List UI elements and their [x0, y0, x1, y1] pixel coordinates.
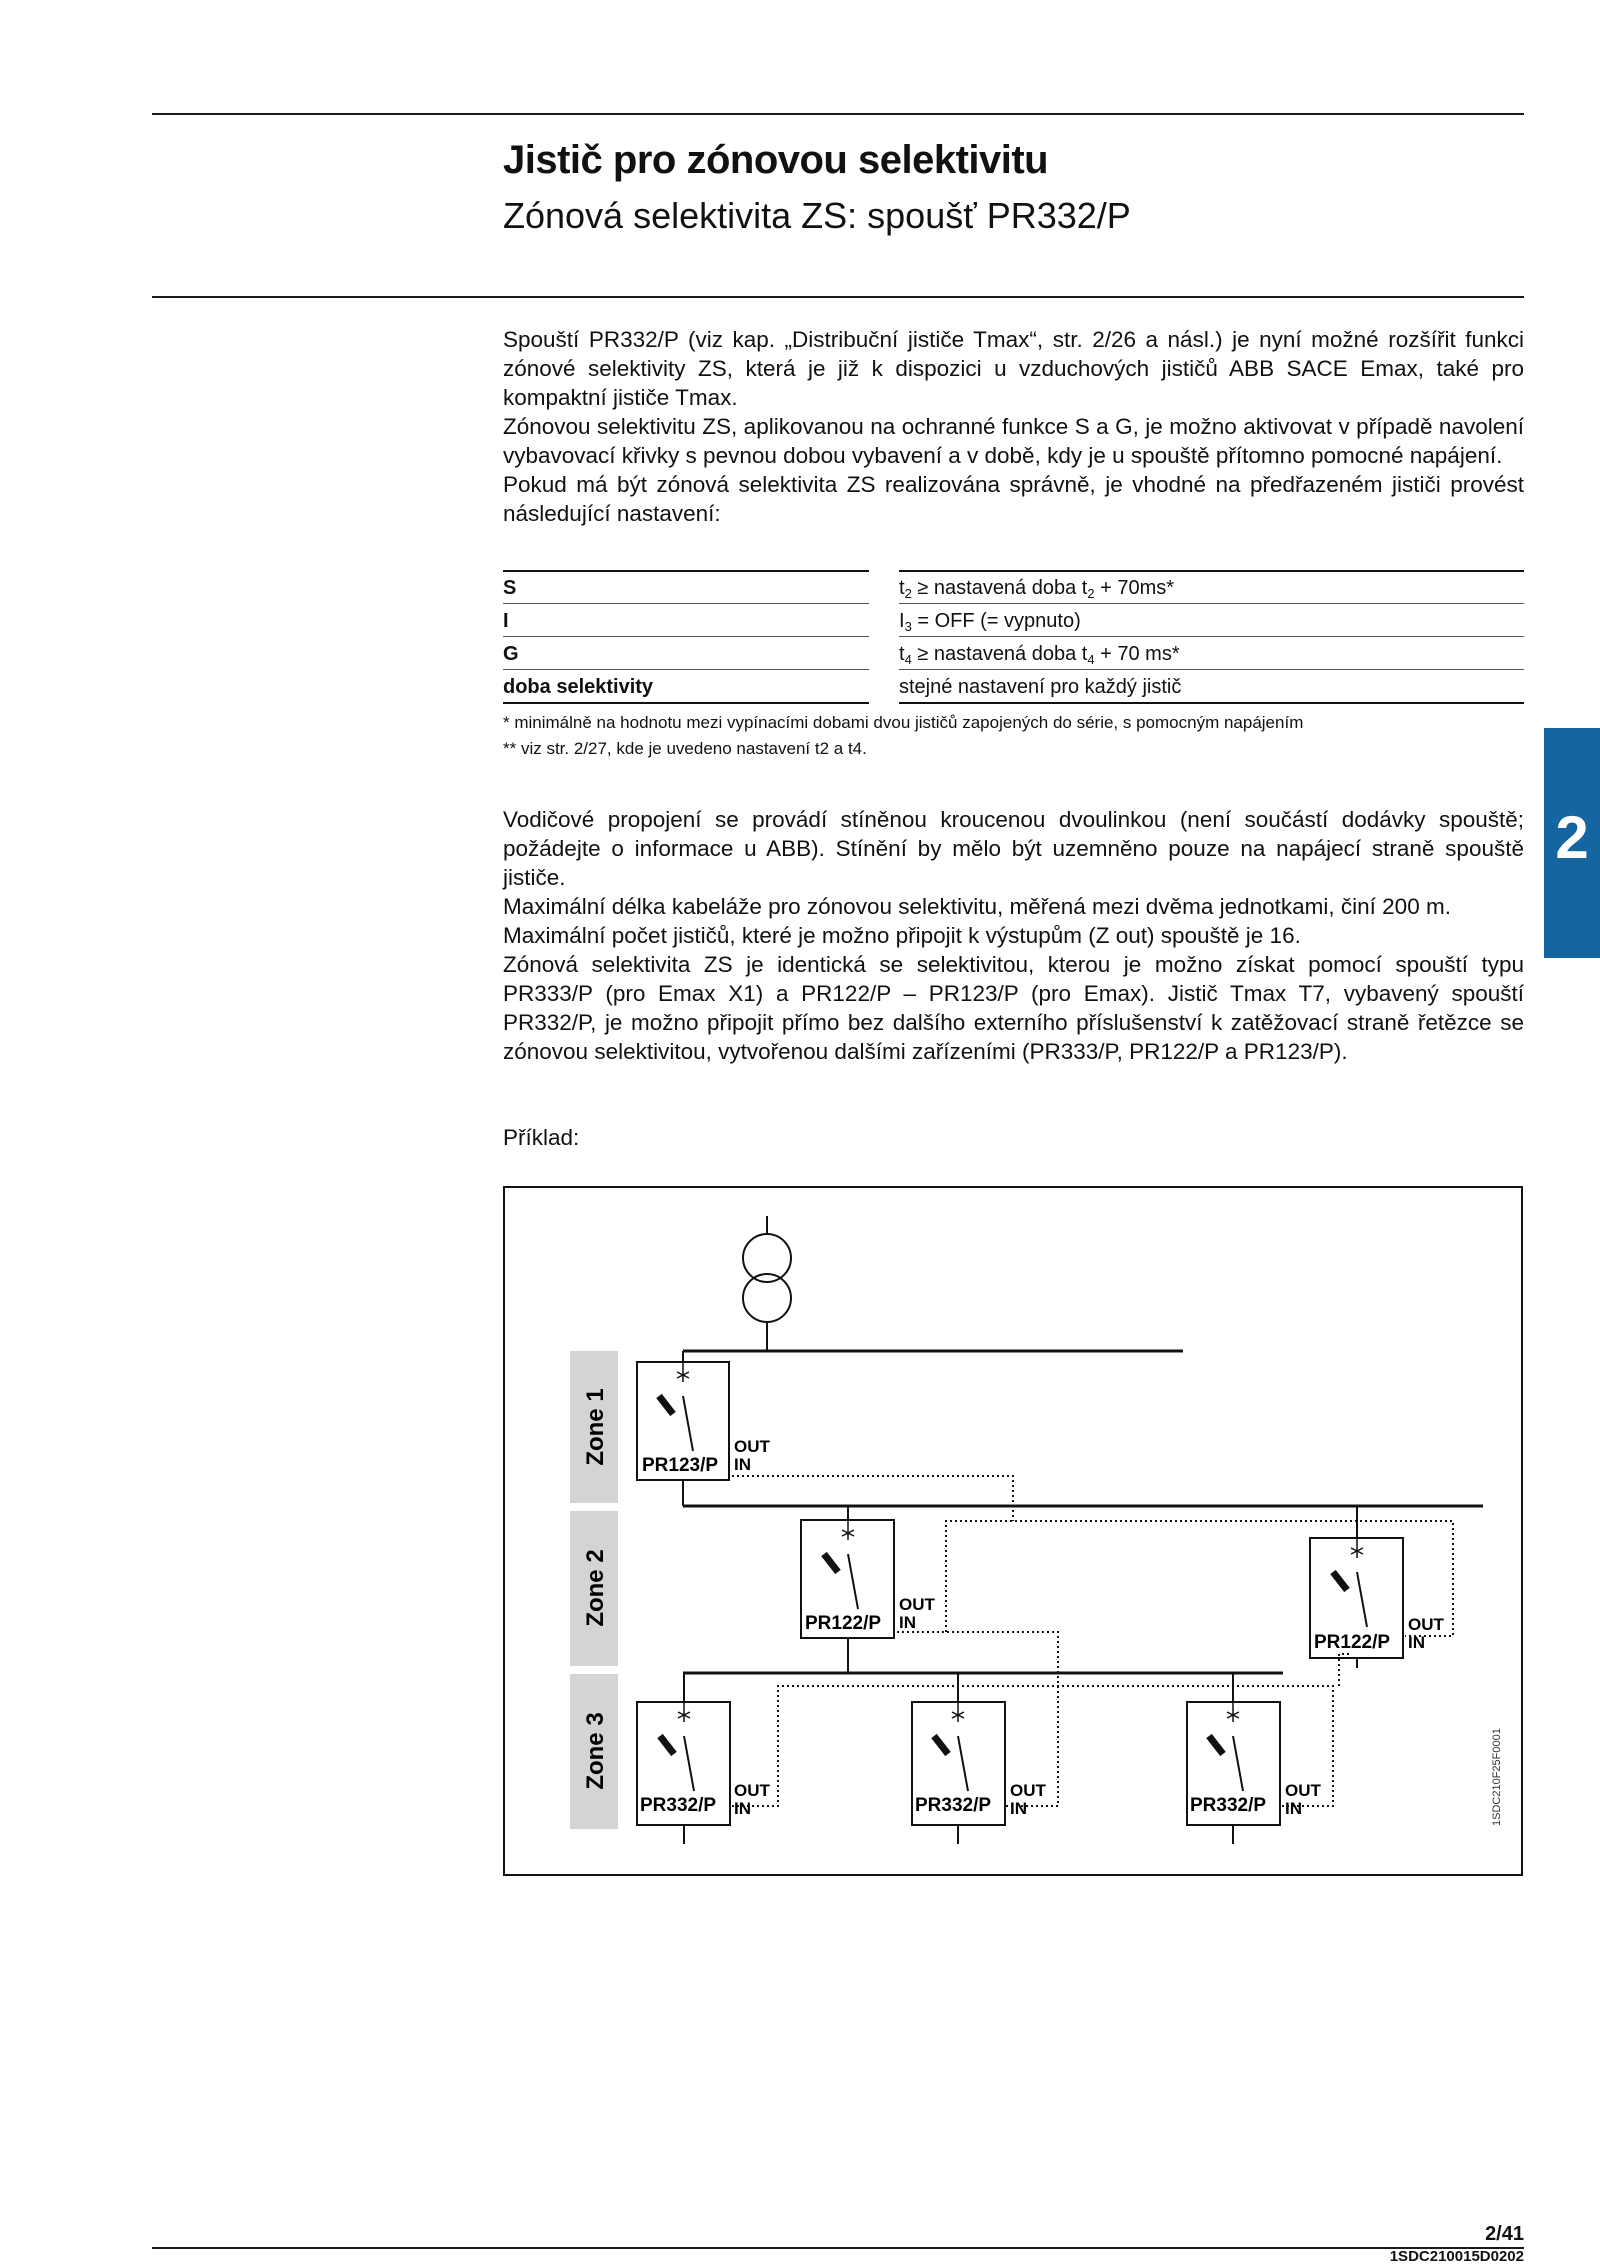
svg-text:PR123/P: PR123/P [642, 1455, 719, 1476]
body-paragraph: Maximální počet jističů, které je možno připojit k výstupům (Z out) spouště je 16. [503, 923, 1301, 948]
page-title: Jistič pro zónovou selektivitu [503, 138, 1049, 182]
svg-text:IN: IN [734, 1455, 751, 1474]
svg-text:Zone 1: Zone 1 [582, 1388, 609, 1466]
footnote: ** viz str. 2/27, kde je uvedeno nastavení t2 a t4. [503, 739, 867, 758]
chapter-number: 2 [1555, 804, 1589, 871]
top-rule [152, 113, 1524, 115]
setting-key: S [503, 577, 517, 599]
example-label: Příklad: [503, 1125, 580, 1150]
setting-key: doba selektivity [503, 676, 654, 698]
svg-text:OUT: OUT [1408, 1615, 1444, 1634]
setting-key: I [503, 610, 509, 632]
body-text [503, 805, 1524, 1066]
document-code: 1SDC210015D0202 [1389, 2248, 1524, 2265]
svg-text:OUT: OUT [1010, 1781, 1046, 1800]
header-rule [152, 296, 1524, 298]
zone-selectivity-diagram [503, 1186, 1523, 1876]
svg-text:OUT: OUT [734, 1781, 770, 1800]
svg-text:Zone 2: Zone 2 [582, 1549, 609, 1627]
setting-value: $I_3$ = OFF (= vypnuto) [899, 610, 1081, 634]
footer-rule [152, 2247, 1524, 2249]
svg-text:OUT: OUT [899, 1595, 935, 1614]
settings-row [503, 570, 1524, 603]
setting-value: $t_4$ ≥ nastavená doba $t_4 + 70$ ms* [899, 643, 1180, 667]
intro-text [503, 325, 1524, 528]
svg-text:IN: IN [734, 1799, 751, 1818]
svg-text:PR122/P: PR122/P [1314, 1632, 1391, 1653]
svg-text:PR122/P: PR122/P [805, 1613, 882, 1634]
settings-row [503, 603, 1524, 636]
settings-table [503, 570, 1524, 702]
page-subtitle: Zónová selektivita ZS: spoušť PR332/P [503, 195, 1131, 236]
intro-paragraph: Spouští PR332/P (viz kap. „Distribuční jističe Tmax“, str. 2/26 a násl.) je nyní možné rozšířit funkci zónové selektivity ZS, která je již k dispozici u vzduchových jističů ABB SACE Emax, také pro kompaktní jističe Tmax. [503, 327, 1524, 410]
footnote: * minimálně na hodnotu mezi vypínacími dobami dvou jističů zapojených do série, s pomocným napájením [503, 713, 1304, 732]
body-paragraph: Maximální délka kabeláže pro zónovou selektivitu, měřená mezi dvěma jednotkami, činí 200 m. [503, 894, 1451, 919]
setting-value: $t_2$ ≥ nastavená doba $t_2 + 70ms*$ [899, 577, 1175, 601]
zone-label [570, 1511, 618, 1666]
zone-label [570, 1351, 618, 1503]
body-paragraph: Zónová selektivita ZS je identická se selektivitou, kterou je možno získat pomocí spouští typu PR333/P (pro Emax X1) a PR122/P – PR123/P (pro Emax). Jistič Tmax T7, vybavený spouští PR332/P, je možno připojit přímo bez dalšího externího příslušenství k zatěžovací straně řetězce se zónovou selektivitou, vytvořenou dalšími zařízeními (PR333/P, PR122/P a PR123/P). [503, 952, 1524, 1064]
settings-row [503, 669, 1524, 702]
settings-row [503, 636, 1524, 669]
chapter-tab [1544, 728, 1600, 958]
setting-value: stejné nastavení pro každý jistič [899, 676, 1182, 698]
setting-key: G [503, 643, 519, 665]
svg-text:Zone 3: Zone 3 [582, 1712, 609, 1790]
intro-paragraph: Pokud má být zónová selektivita ZS realizována správně, je vhodné na předřazeném jističi provést následující nastavení: [503, 472, 1524, 526]
svg-text:PR332/P: PR332/P [915, 1795, 992, 1816]
svg-text:OUT: OUT [734, 1437, 770, 1456]
svg-text:IN: IN [899, 1613, 916, 1632]
svg-text:PR332/P: PR332/P [640, 1795, 717, 1816]
intro-paragraph: Zónovou selektivitu ZS, aplikovanou na ochranné funkce S a G, je možno aktivovat v případě navolení vybavovací křivky s pevnou dobou vybavení a v době, kdy je u spouště přítomno pomocné napájení. [503, 414, 1524, 468]
body-paragraph: Vodičové propojení se provádí stíněnou kroucenou dvoulinkou (není součástí dodávky spouště; požádejte o informace u ABB). Stínění by mělo být uzemněno pouze na napájecí straně spouště jističe. [503, 807, 1524, 890]
svg-text:PR332/P: PR332/P [1190, 1795, 1267, 1816]
svg-text:OUT: OUT [1285, 1781, 1321, 1800]
page-number: 2/41 [1485, 2223, 1524, 2245]
svg-text:IN: IN [1010, 1799, 1027, 1818]
svg-text:IN: IN [1285, 1799, 1302, 1818]
zone-label [570, 1674, 618, 1829]
diagram-code: 1SDC210F25F0001 [1491, 1728, 1503, 1826]
svg-text:IN: IN [1408, 1633, 1425, 1652]
